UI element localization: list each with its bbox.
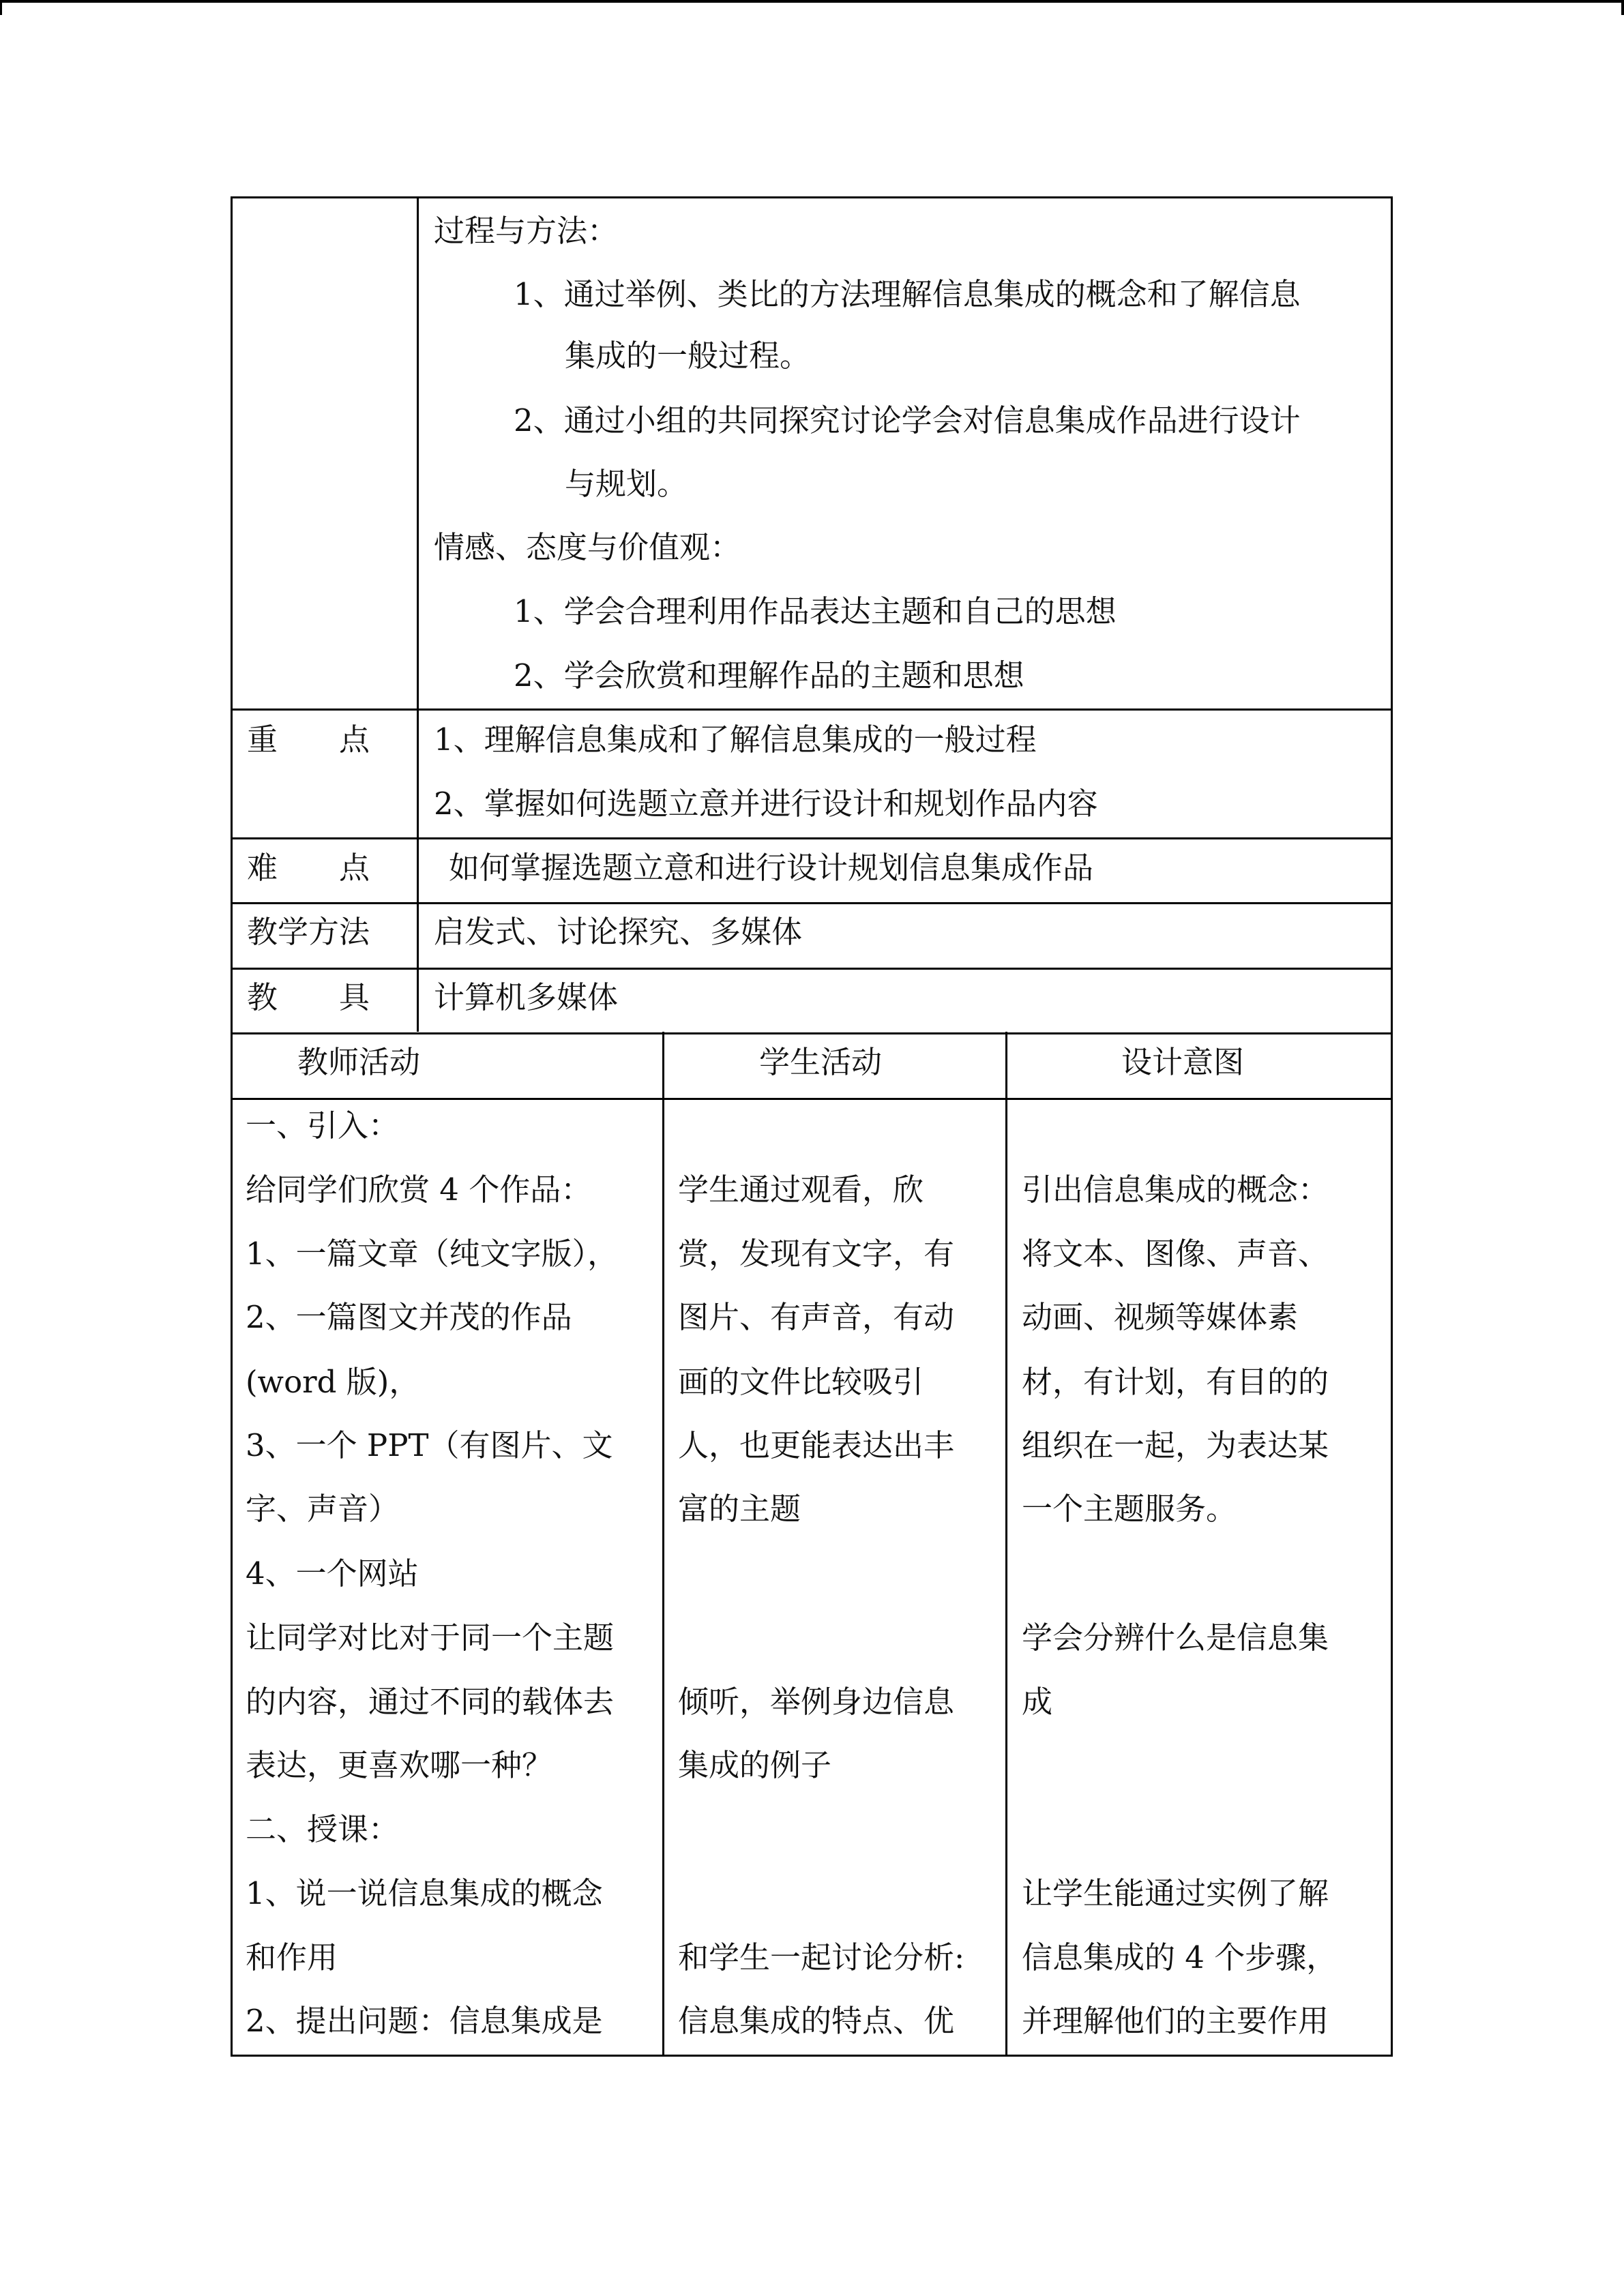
teacher-line: 表达，更喜欢哪一种？ [246, 1747, 553, 1783]
teacher-line: 1、说一说信息集成的概念 [246, 1875, 603, 1911]
row-divider [231, 1098, 1393, 1100]
difficulty-label: 难 点 [247, 850, 370, 886]
student-line: 富的主题 [678, 1491, 801, 1527]
student-line: 图片、有声音，有动 [678, 1299, 955, 1335]
student-line: 学生通过观看，欣 [678, 1172, 924, 1208]
row-divider [231, 968, 1393, 970]
student-line: 集成的例子 [678, 1747, 832, 1783]
key-points-label: 重 点 [247, 721, 370, 758]
difficulty-text: 如何掌握选题立意和进行设计规划信息集成作品 [449, 850, 1094, 886]
design-line: 并理解他们的主要作用 [1022, 2003, 1329, 2039]
page-top-edge [0, 0, 1624, 3]
student-line: 画的文件比较吸引 [678, 1364, 924, 1400]
lesson-plan-table [231, 196, 1393, 2057]
teacher-line: 字、声音） [246, 1491, 400, 1527]
row-divider [231, 709, 1393, 711]
design-line: 成 [1022, 1684, 1053, 1720]
process-item-1-line1: 1、通过举例、类比的方法理解信息集成的概念和了解信息 [514, 276, 1301, 312]
teacher-line: 和作用 [246, 1939, 338, 1976]
key-point-2: 2、掌握如何选题立意并进行设计和规划作品内容 [434, 786, 1098, 822]
key-point-1: 1、理解信息集成和了解信息集成的一般过程 [434, 721, 1037, 758]
emotion-item-2: 2、学会欣赏和理解作品的主题和思想 [514, 657, 1024, 694]
process-heading: 过程与方法： [434, 213, 619, 249]
teacher-line: 给同学们欣赏 4 个作品： [246, 1172, 592, 1208]
design-line: 学会分辨什么是信息集 [1022, 1620, 1329, 1656]
method-text: 启发式、讨论探究、多媒体 [434, 914, 803, 950]
header-design-intent: 设计意图 [1121, 1044, 1245, 1080]
table-border-bottom [231, 2055, 1393, 2057]
emotion-heading: 情感、态度与价值观： [434, 529, 741, 565]
teacher-line: 4、一个网站 [246, 1555, 419, 1592]
tools-text: 计算机多媒体 [434, 979, 619, 1015]
teacher-line: 的内容，通过不同的载体去 [246, 1684, 615, 1720]
teacher-line: 二、授课： [246, 1811, 400, 1847]
emotion-item-1: 1、学会合理利用作品表达主题和自己的思想 [514, 593, 1117, 629]
teacher-line: 2、一篇图文并茂的作品 [246, 1299, 572, 1335]
table-border-left [231, 196, 233, 2057]
process-item-1-line2: 集成的一般过程。 [565, 338, 811, 374]
method-label: 教学方法 [247, 914, 370, 950]
teacher-line: 3、一个 PPT（有图片、文 [246, 1427, 613, 1463]
page-left-edge [0, 0, 2, 15]
design-line: 将文本、图像、声音、 [1022, 1236, 1329, 1272]
label-column-divider [417, 196, 419, 1032]
student-line: 和学生一起讨论分析: [678, 1939, 965, 1976]
design-line: 一个主题服务。 [1022, 1491, 1237, 1527]
student-line: 人，也更能表达出丰 [678, 1427, 955, 1463]
design-line: 组织在一起，为表达某 [1022, 1427, 1329, 1463]
row-divider [231, 837, 1393, 839]
table-border-top [231, 196, 1393, 198]
teacher-line: 让同学对比对于同一个主题 [246, 1620, 615, 1656]
row-divider [231, 1032, 1393, 1034]
design-line: 信息集成的 4 个步骤， [1022, 1939, 1338, 1976]
header-student-activity: 学生活动 [759, 1044, 883, 1080]
header-teacher-activity: 教师活动 [297, 1044, 421, 1080]
row-divider [231, 902, 1393, 904]
design-line: 动画、视频等媒体素 [1022, 1299, 1299, 1335]
table-border-right [1391, 196, 1393, 2057]
teacher-line: 1、一篇文章（纯文字版）， [246, 1236, 619, 1272]
process-item-2-line2: 与规划。 [565, 466, 688, 502]
student-line: 倾听，举例身边信息 [678, 1684, 955, 1720]
teacher-line: 2、提出问题：信息集成是 [246, 2003, 603, 2039]
design-line: 材，有计划，有目的的 [1022, 1364, 1329, 1400]
teacher-student-divider [662, 1032, 664, 2055]
student-line: 赏，发现有文字，有 [678, 1236, 955, 1272]
teacher-line: (word 版)， [246, 1364, 420, 1400]
design-line: 让学生能通过实例了解 [1022, 1875, 1329, 1911]
student-line: 信息集成的特点、优 [678, 2003, 955, 2039]
page-right-edge [1621, 0, 1624, 15]
teacher-line: 一、引入： [246, 1107, 400, 1144]
design-line: 引出信息集成的概念： [1022, 1172, 1329, 1208]
student-design-divider [1005, 1032, 1007, 2055]
tools-label: 教 具 [247, 979, 370, 1015]
process-item-2-line1: 2、通过小组的共同探究讨论学会对信息集成作品进行设计 [514, 402, 1301, 438]
